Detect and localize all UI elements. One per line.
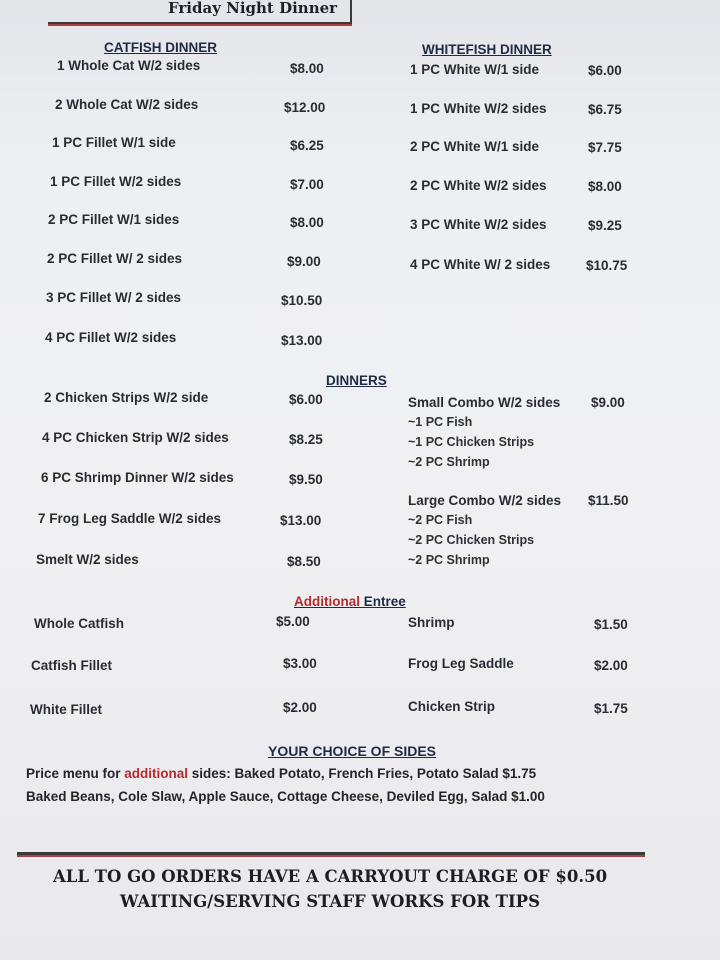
whitefish-item-name: 1 PC White W/2 sides bbox=[410, 101, 547, 116]
additional-item-price: $3.00 bbox=[283, 656, 317, 671]
whitefish-item-price: $10.75 bbox=[586, 258, 628, 273]
catfish-item-price: $13.00 bbox=[281, 333, 323, 348]
catfish-item-name: 1 PC Fillet W/1 side bbox=[52, 135, 176, 150]
additional-item-price: $2.00 bbox=[594, 658, 628, 673]
sides-line-1 bbox=[26, 766, 536, 781]
dinner-item-name: 6 PC Shrimp Dinner W/2 sides bbox=[41, 470, 234, 485]
catfish-item-price: $7.00 bbox=[290, 177, 324, 192]
catfish-item-price: $8.00 bbox=[290, 61, 324, 76]
catfish-item-name: 4 PC Fillet W/2 sides bbox=[45, 330, 177, 345]
additional-heading-rest: Entree bbox=[360, 594, 406, 609]
additional-item-name: Chicken Strip bbox=[408, 699, 496, 714]
combo-detail: ~1 PC Chicken Strips bbox=[408, 435, 535, 449]
catfish-item-name: 2 PC Fillet W/ 2 sides bbox=[47, 251, 183, 266]
whitefish-item-price: $6.00 bbox=[588, 63, 622, 78]
sides-heading: YOUR CHOICE OF SIDES bbox=[268, 743, 437, 759]
catfish-heading: CATFISH DINNER bbox=[104, 40, 217, 55]
additional-item-name: Whole Catfish bbox=[34, 616, 124, 631]
dinner-item-name: Smelt W/2 sides bbox=[36, 552, 139, 567]
whitefish-item-name: 3 PC White W/2 sides bbox=[410, 217, 547, 232]
sides-line-1-red: additional bbox=[124, 766, 189, 781]
dinners-heading: DINNERS bbox=[326, 373, 387, 388]
whitefish-item-price: $9.25 bbox=[588, 218, 622, 233]
sides-line-2: Baked Beans, Cole Slaw, Apple Sauce, Cottage Cheese, Deviled Egg, Salad $1.00 bbox=[26, 789, 545, 804]
dinner-item-name: 7 Frog Leg Saddle W/2 sides bbox=[38, 511, 222, 526]
catfish-item-price: $8.00 bbox=[290, 215, 324, 230]
additional-item-name: Catfish Fillet bbox=[31, 658, 113, 673]
catfish-item-name: 2 PC Fillet W/1 sides bbox=[48, 212, 180, 227]
additional-heading-red: Additional bbox=[294, 594, 360, 609]
additional-item-price: $1.75 bbox=[594, 701, 628, 716]
combo-detail: ~2 PC Shrimp bbox=[408, 455, 490, 469]
combo-detail: ~2 PC Shrimp bbox=[408, 553, 490, 567]
catfish-item-name: 3 PC Fillet W/ 2 sides bbox=[46, 290, 182, 305]
catfish-item-price: $9.00 bbox=[287, 254, 321, 269]
catfish-item-name: 1 PC Fillet W/2 sides bbox=[50, 174, 182, 189]
whitefish-item-name: 1 PC White W/1 side bbox=[410, 62, 540, 77]
additional-heading bbox=[294, 594, 406, 609]
additional-item-name: Shrimp bbox=[408, 615, 455, 630]
catfish-item-price: $6.25 bbox=[290, 138, 324, 153]
whitefish-item-price: $6.75 bbox=[588, 102, 622, 117]
page-title: Friday Night Dinner bbox=[168, 0, 338, 17]
dinner-item-price: $6.00 bbox=[289, 392, 323, 407]
whitefish-item-name: 4 PC White W/ 2 sides bbox=[410, 257, 551, 272]
whitefish-item-name: 2 PC White W/2 sides bbox=[410, 178, 547, 193]
footer-line-1: ALL TO GO ORDERS HAVE A CARRYOUT CHARGE OF $0.50 bbox=[52, 867, 608, 886]
footer-line-2: WAITING/SERVING STAFF WORKS FOR TIPS bbox=[120, 892, 540, 911]
footer-divider bbox=[17, 852, 645, 857]
catfish-item-price: $12.00 bbox=[284, 100, 326, 115]
dinner-item-name: 2 Chicken Strips W/2 side bbox=[44, 390, 209, 405]
combo-detail: ~1 PC Fish bbox=[408, 415, 473, 429]
combo-name: Large Combo W/2 sides bbox=[408, 493, 562, 508]
additional-item-price: $5.00 bbox=[276, 614, 310, 629]
sides-line-1-pre: Price menu for bbox=[26, 766, 125, 781]
catfish-item-name: 1 Whole Cat W/2 sides bbox=[57, 58, 201, 73]
whitefish-item-name: 2 PC White W/1 side bbox=[410, 139, 540, 154]
additional-item-price: $1.50 bbox=[594, 617, 628, 632]
catfish-item-name: 2 Whole Cat W/2 sides bbox=[55, 97, 199, 112]
dinner-item-name: 4 PC Chicken Strip W/2 sides bbox=[42, 430, 229, 445]
combo-name: Small Combo W/2 sides bbox=[408, 395, 561, 410]
combo-detail: ~2 PC Chicken Strips bbox=[408, 533, 535, 547]
dinner-item-price: $8.25 bbox=[289, 432, 323, 447]
sides-line-1-post: sides: Baked Potato, French Fries, Potato Salad $1.75 bbox=[188, 766, 537, 781]
whitefish-item-price: $7.75 bbox=[588, 140, 622, 155]
combo-price: $11.50 bbox=[588, 493, 629, 508]
additional-item-price: $2.00 bbox=[283, 700, 317, 715]
additional-item-name: White Fillet bbox=[30, 702, 102, 717]
whitefish-heading: WHITEFISH DINNER bbox=[422, 42, 552, 57]
combo-price: $9.00 bbox=[591, 395, 625, 410]
catfish-item-price: $10.50 bbox=[281, 293, 323, 308]
dinner-item-price: $13.00 bbox=[280, 513, 322, 528]
dinner-item-price: $9.50 bbox=[289, 472, 323, 487]
additional-item-name: Frog Leg Saddle bbox=[408, 656, 514, 671]
dinner-item-price: $8.50 bbox=[287, 554, 321, 569]
combo-detail: ~2 PC Fish bbox=[408, 513, 473, 527]
whitefish-item-price: $8.00 bbox=[588, 179, 622, 194]
